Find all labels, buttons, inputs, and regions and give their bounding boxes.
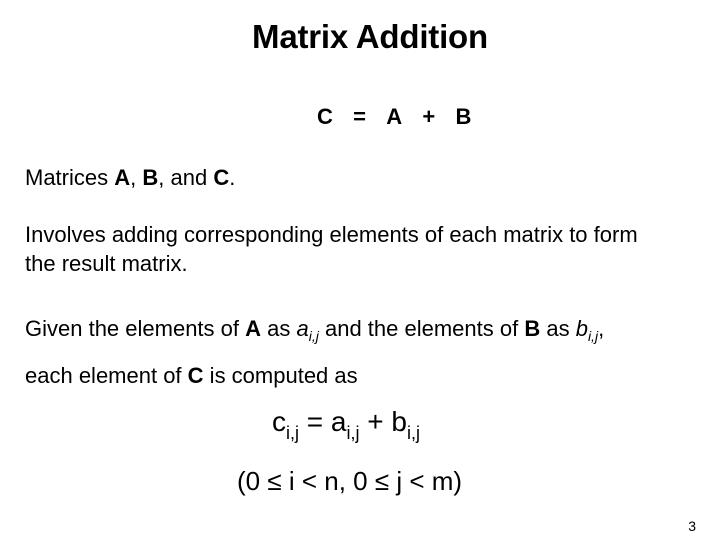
given-elements-line — [25, 314, 604, 351]
element-formula — [272, 406, 420, 444]
equation-a: A — [386, 104, 403, 129]
equation-equals: = — [353, 104, 366, 129]
matrices-line — [25, 163, 235, 192]
description-line-2: the result matrix. — [25, 251, 188, 276]
text-segment: as — [261, 316, 297, 341]
slide-title: Matrix Addition — [252, 18, 488, 55]
matrix-b-label: B — [524, 316, 541, 341]
equation-plus: + — [422, 104, 436, 129]
formula-b: b — [391, 406, 407, 437]
formula-equals: = — [299, 406, 331, 437]
formula-a: a — [330, 406, 347, 437]
text-segment: , — [598, 316, 605, 341]
text-segment: is computed as — [203, 363, 358, 388]
index-range: (0 ≤ i < n, 0 ≤ j < m) — [237, 466, 463, 496]
element-b-symbol: b — [575, 316, 588, 341]
text-segment: as — [540, 316, 576, 341]
formula-c-subscript: i,j — [286, 423, 299, 443]
element-b-subscript: i,j — [587, 328, 599, 344]
formula-a-subscript: i,j — [346, 423, 360, 443]
page-number: 3 — [688, 518, 696, 534]
description-line-1: Involves adding corresponding elements of each matrix to form — [25, 222, 638, 247]
text-segment: and the elements of — [318, 316, 525, 341]
matrix-equation — [317, 104, 471, 130]
description-paragraph — [25, 220, 638, 278]
text-segment: each element of — [25, 363, 188, 388]
text-segment: . — [229, 165, 236, 190]
text-segment: , — [130, 165, 143, 190]
matrix-b-label: B — [142, 165, 159, 190]
element-a-symbol: a — [296, 316, 309, 341]
equation-b: B — [455, 104, 472, 129]
formula-plus: + — [359, 406, 392, 437]
text-segment: Given the elements of — [25, 316, 246, 341]
equation-c: C — [317, 104, 333, 129]
matrix-c-label: C — [187, 363, 204, 388]
text-segment: , and — [158, 165, 214, 190]
computed-as-line — [25, 361, 358, 390]
formula-b-subscript: i,j — [407, 423, 420, 443]
text-segment: Matrices — [25, 165, 115, 190]
formula-c: c — [272, 406, 286, 437]
matrix-a-label: A — [114, 165, 131, 190]
matrix-a-label: A — [245, 316, 262, 341]
element-a-subscript: i,j — [308, 328, 319, 344]
matrix-c-label: C — [213, 165, 230, 190]
